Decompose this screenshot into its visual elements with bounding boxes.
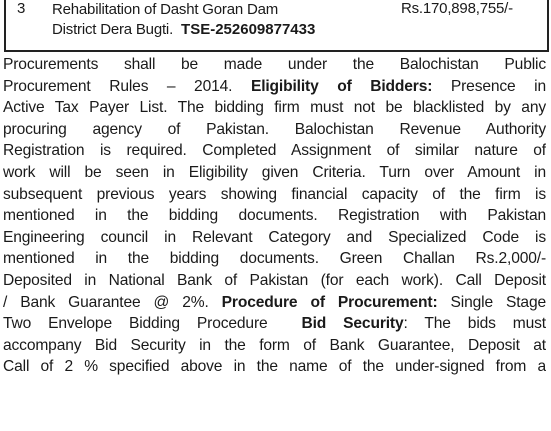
- body-line: work will be seen in Eligibility given Criteria. Turn over Amount in: [3, 163, 546, 181]
- body-line: mentioned in the bidding documents. Green Challan Rs.2,000/-: [3, 250, 546, 268]
- tender-table-row: [4, 0, 549, 52]
- body-line: procuring agency of Pakistan. Balochistan Revenue Authority: [3, 120, 546, 138]
- body-line: Call of 2 % specified above in the name of the under-signed from a: [3, 358, 546, 376]
- body-line: [3, 76, 546, 98]
- body-line: Registration is required. Completed Assignment of similar nature of: [3, 142, 546, 160]
- body-text: / Bank Guarantee @ 2%.: [3, 293, 222, 311]
- body-text: Two Envelope Bidding Procedure: [3, 315, 302, 333]
- body-line: [3, 292, 546, 314]
- body-line: Active Tax Payer List. The bidding firm must not be blacklisted by any: [3, 99, 546, 117]
- procedure-heading: Procedure of Procurement:: [221, 293, 438, 311]
- body-line: accompany Bid Security in the form of Bank Guarantee, Deposit at: [3, 336, 546, 354]
- body-line: Engineering council in Relevant Category and Specialized Code is: [3, 228, 546, 246]
- body-line: mentioned in the bidding documents. Registration with Pakistan: [3, 207, 546, 225]
- tse-number: TSE-252609877433: [181, 21, 316, 38]
- row-number: 3: [17, 0, 26, 17]
- body-line: [3, 313, 546, 335]
- body-text: Single Stage: [437, 293, 546, 311]
- work-location-line: [52, 20, 315, 40]
- eligibility-heading: Eligibility of Bidders:: [250, 77, 433, 95]
- body-line: Procurements shall be made under the Balochistan Public: [3, 56, 546, 73]
- body-line: Deposited in National Bank of Pakistan (for each work). Call Deposit: [3, 271, 546, 289]
- body-text: Procurement Rules – 2014.: [3, 77, 251, 95]
- work-amount: Rs.170,898,755/-: [401, 0, 513, 17]
- work-name: Rehabilitation of Dasht Goran Dam: [52, 1, 279, 18]
- work-district: District Dera Bugti.: [52, 21, 174, 38]
- body-text: Presence in: [432, 77, 546, 95]
- bid-security-heading: Bid Security: [301, 315, 404, 333]
- tender-notice-body: [3, 54, 546, 378]
- work-description: [52, 0, 315, 40]
- body-line: subsequent previous years showing financial capacity of the firm is: [3, 185, 546, 203]
- body-text: : The bids must: [403, 315, 546, 333]
